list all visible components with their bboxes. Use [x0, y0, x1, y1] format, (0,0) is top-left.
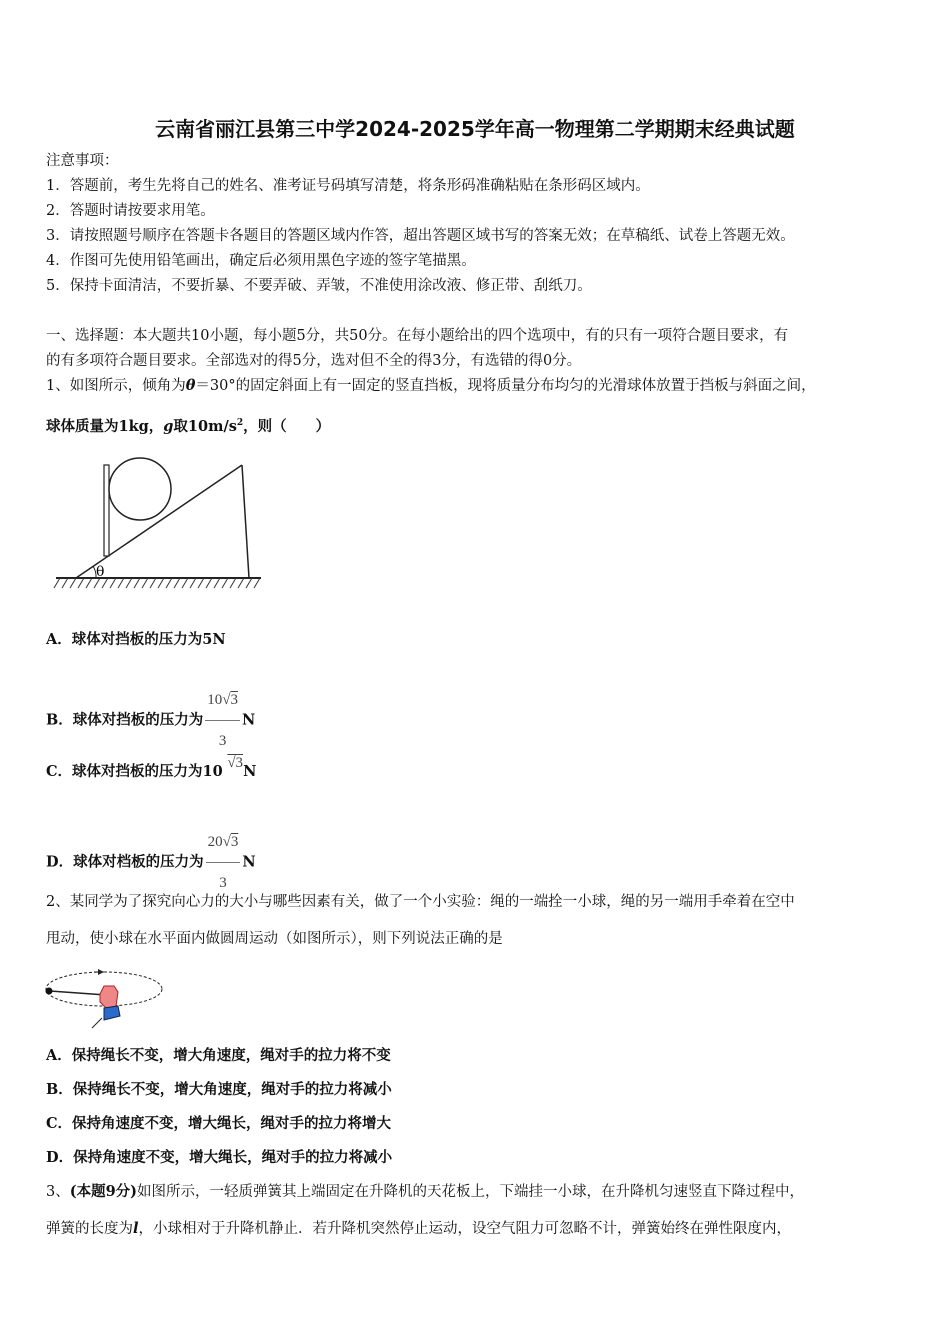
notice-item: 2．答题时请按要求用笔。	[46, 203, 215, 219]
incline-back	[242, 465, 249, 578]
q2-option-b[interactable]: B．保持绳长不变，增大角速度，绳对手的拉力将减小	[46, 1081, 392, 1098]
notice-item: 1．答题前，考生先将自己的姓名、准考证号码填写清楚，将条形码准确粘贴在条形码区域内。	[46, 178, 650, 194]
q1-stem-line1: 1、如图所示，倾角为θ＝30°的固定斜面上有一固定的竖直挡板，现将质量分布均匀的光滑球体放置于挡板与斜面之间，	[46, 377, 816, 394]
q2-option-d[interactable]: D．保持角速度不变，增大绳长，绳对手的拉力将减小	[46, 1149, 393, 1166]
notice-heading: 注意事项：	[46, 153, 119, 169]
theta-label: θ	[96, 564, 105, 580]
page-title: 云南省丽江县第三中学2024-2025学年高一物理第二学期期末经典试题	[155, 117, 795, 141]
q1-incline-figure	[46, 445, 276, 605]
hand-icon	[100, 986, 118, 1008]
baffle	[104, 465, 109, 556]
ball	[109, 458, 171, 520]
q1-stem-line2: 球体质量为1kg，g取$10m/s^2$，则（ ）	[46, 417, 331, 435]
q2-option-a[interactable]: A．保持绳长不变，增大角速度，绳对手的拉力将不变	[46, 1047, 391, 1064]
string	[50, 991, 106, 995]
q2-stem-line2: 甩动，使小球在水平面内做圆周运动（如图所示），则下列说法正确的是	[46, 931, 503, 947]
notice-item: 3．请按照题号顺序在答题卡各题目的答题区域内作答，超出答题区域书写的答案无效；在草稿纸、试卷上答题无效。	[46, 228, 795, 244]
q3-stem-line1: 3、(本题9分)如图所示，一轻质弹簧其上端固定在升降机的天花板上，下端挂一小球，在升降机匀速竖直下降过程中，	[46, 1183, 805, 1200]
small-ball	[46, 988, 53, 995]
q2-circular-motion-figure	[42, 962, 167, 1032]
notice-item: 5．保持卡面清洁，不要折暴、不要弄破、弄皱，不准使用涂改液、修正带、刮纸刀。	[46, 278, 592, 294]
q2-option-c[interactable]: C．保持角速度不变，增大绳长，绳对手的拉力将增大	[46, 1115, 392, 1132]
q3-stem-line2: 弹簧的长度为l，小球相对于升降机静止．若升降机突然停止运动，设空气阻力可忽略不计，弹簧始终在弹性限度内，	[46, 1220, 792, 1237]
ground-hatching	[54, 578, 260, 588]
q1-option-a[interactable]: A．球体对挡板的压力为5N	[46, 631, 226, 648]
q1-option-b[interactable]: B．球体对挡板的压力为 $\frac{10√3}{3}$ N	[46, 680, 255, 761]
q1-option-d[interactable]: D．球体对档板的压力为 $\frac{20√3}{3}$ N	[46, 822, 256, 903]
q1-option-c[interactable]: C．球体对挡板的压力为10 √3N	[46, 755, 257, 780]
notice-item: 4．作图可先使用铅笔画出，确定后必须用黑色字迹的签字笔描黑。	[46, 253, 476, 269]
sleeve	[104, 1006, 120, 1020]
section-intro-line1: 一、选择题：本大题共10小题，每小题5分，共50分。在每小题给出的四个选项中，有的只有一项符合题目要求，有	[46, 328, 789, 344]
q2-stem-line1: 2、某同学为了探究向心力的大小与哪些因素有关，做了一个小实验：绳的一端拴一小球，绳的另一端用手牵着在空中	[46, 894, 795, 910]
section-intro-line2: 的有多项符合题目要求。全部选对的得5分，选对但不全的得3分，有选错的得0分。	[46, 353, 582, 369]
